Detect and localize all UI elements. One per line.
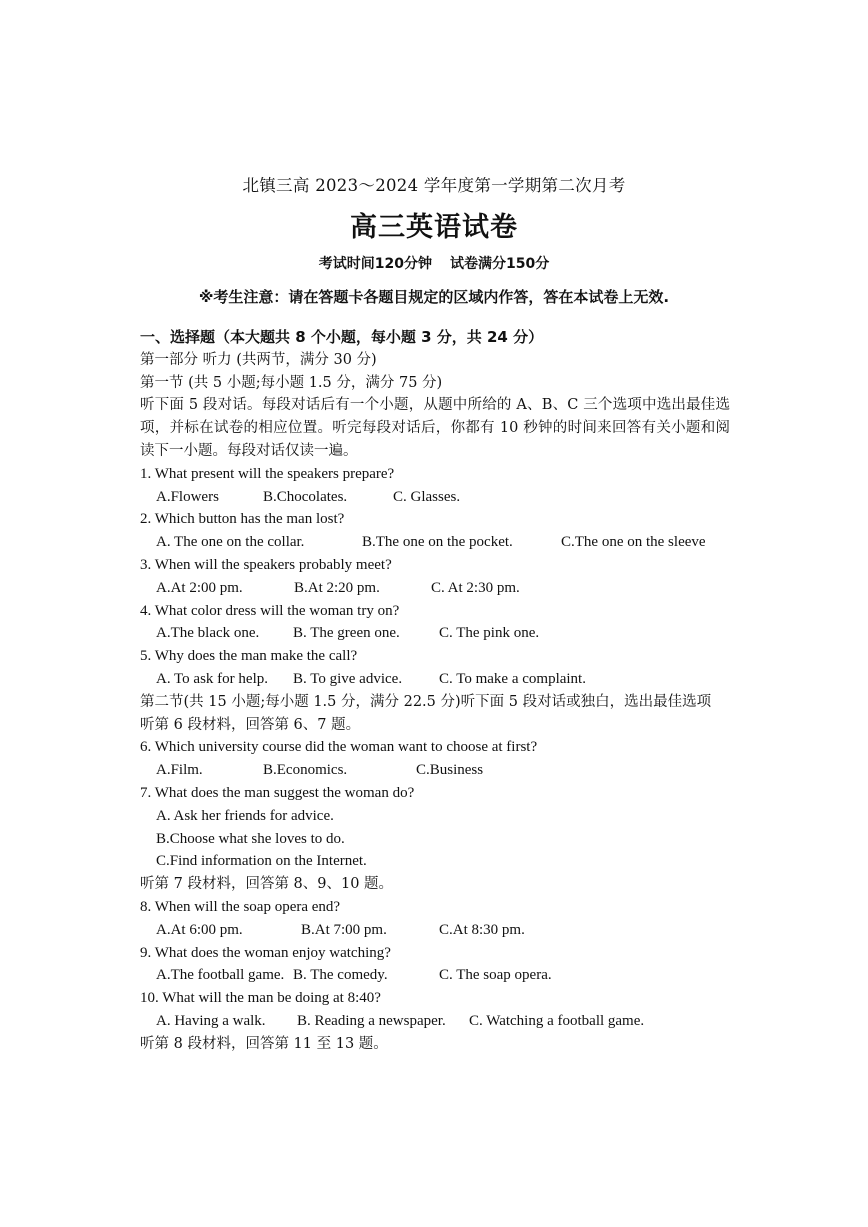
exam-name: 北镇三高 2023～2024 学年度第一学期第二次月考 <box>242 176 626 195</box>
options-row <box>140 577 740 600</box>
question-stem: 6. Which university course did the woman want to choose at first? <box>140 739 538 756</box>
option-c: C. At 2:30 pm. <box>431 579 520 596</box>
full-score: 试卷满分150分 <box>450 256 550 272</box>
question-stem: 5. Why does the man make the call? <box>140 648 358 665</box>
option-a: A.The football game. <box>156 967 285 984</box>
subsection-heading: 第二节(共 15 小题;每小题 1.5 分，满分 22.5 分)听下面 5 段对话或独白，选出最佳选项 <box>140 693 712 710</box>
option-a: A.Flowers <box>156 488 219 505</box>
options-row <box>140 531 740 554</box>
options-row <box>140 964 740 987</box>
question-stem: 8. When will the soap opera end? <box>140 898 341 915</box>
option-c: C.At 8:30 pm. <box>439 921 525 938</box>
options-row <box>140 919 740 942</box>
option-c: C.Business <box>416 762 484 779</box>
options-row <box>140 759 740 782</box>
option-b: B. The green one. <box>293 625 400 642</box>
material-instruction: 听第 8 段材料，回答第 11 至 13 题。 <box>140 1035 388 1052</box>
section-heading: 一、选择题（本大题共 8 个小题，每小题 3 分，共 24 分） <box>140 328 544 346</box>
option-c: C. Glasses. <box>393 488 461 505</box>
instructions: 听下面 5 段对话。每段对话后有一个小题，从题中所给的 A、B、C 三个选项中选出最佳选项，并标在试卷的相应位置。听完每段对话后，你都有 10 秒钟的时间来回答有关小题和阅读下一小题。每段对话仅读一遍。 <box>140 397 730 459</box>
option-c: C. The soap opera. <box>439 967 552 984</box>
question-stem: 7. What does the man suggest the woman do? <box>140 784 415 801</box>
option-a: A.At 6:00 pm. <box>156 921 243 938</box>
option-c: C. To make a complaint. <box>439 670 586 687</box>
options-row <box>140 486 740 509</box>
option-b: B.Chocolates. <box>263 488 348 505</box>
option-b: B. To give advice. <box>293 670 403 687</box>
question-stem: 3. When will the speakers probably meet? <box>140 556 392 573</box>
time-limit: 考试时间120分钟 <box>318 256 432 272</box>
option-c: C. The pink one. <box>439 625 540 642</box>
option-a: A. Having a walk. <box>156 1012 266 1029</box>
material-instruction: 听第 7 段材料，回答第 8、9、10 题。 <box>140 876 394 893</box>
options-row <box>140 1010 740 1033</box>
question-section <box>140 326 740 1056</box>
option-b: B. Reading a newspaper. <box>297 1012 446 1029</box>
option-b: B.At 7:00 pm. <box>301 921 387 938</box>
option-b: B.Economics. <box>263 762 348 779</box>
option-a: A.Film. <box>156 762 203 779</box>
options-row <box>140 622 740 645</box>
option-a: A.The black one. <box>156 625 260 642</box>
option-b: B.Choose what she loves to do. <box>156 830 345 847</box>
option-c: C.Find information on the Internet. <box>156 853 367 870</box>
exam-info <box>0 253 868 273</box>
options-row <box>140 668 740 691</box>
part-heading: 第一部分 听力 (共两节，满分 30 分) <box>140 351 377 368</box>
option-c: C.The one on the sleeve <box>561 534 706 551</box>
question-stem: 2. Which button has the man lost? <box>140 511 345 528</box>
option-b: B.At 2:20 pm. <box>294 579 380 596</box>
option-a: A. The one on the collar. <box>156 534 305 551</box>
option-b: B.The one on the pocket. <box>362 534 513 551</box>
option-a: A. To ask for help. <box>156 670 268 687</box>
question-stem: 9. What does the woman enjoy watching? <box>140 944 391 961</box>
question-stem: 4. What color dress will the woman try on? <box>140 602 400 619</box>
option-a: A.At 2:00 pm. <box>156 579 243 596</box>
question-stem: 10. What will the man be doing at 8:40? <box>140 990 381 1007</box>
material-instruction: 听第 6 段材料，回答第 6、7 题。 <box>140 716 361 733</box>
option-b: B. The comedy. <box>293 967 388 984</box>
option-c: C. Watching a football game. <box>469 1012 645 1029</box>
notice: ※考生注意：请在答题卡各题目规定的区域内作答，答在本试卷上无效. <box>198 288 670 306</box>
question-stem: 1. What present will the speakers prepare? <box>140 465 395 482</box>
page-title: 高三英语试卷 <box>350 212 518 243</box>
option-a: A. Ask her friends for advice. <box>156 807 334 824</box>
subsection-heading: 第一节 (共 5 小题;每小题 1.5 分，满分 75 分) <box>140 374 443 391</box>
